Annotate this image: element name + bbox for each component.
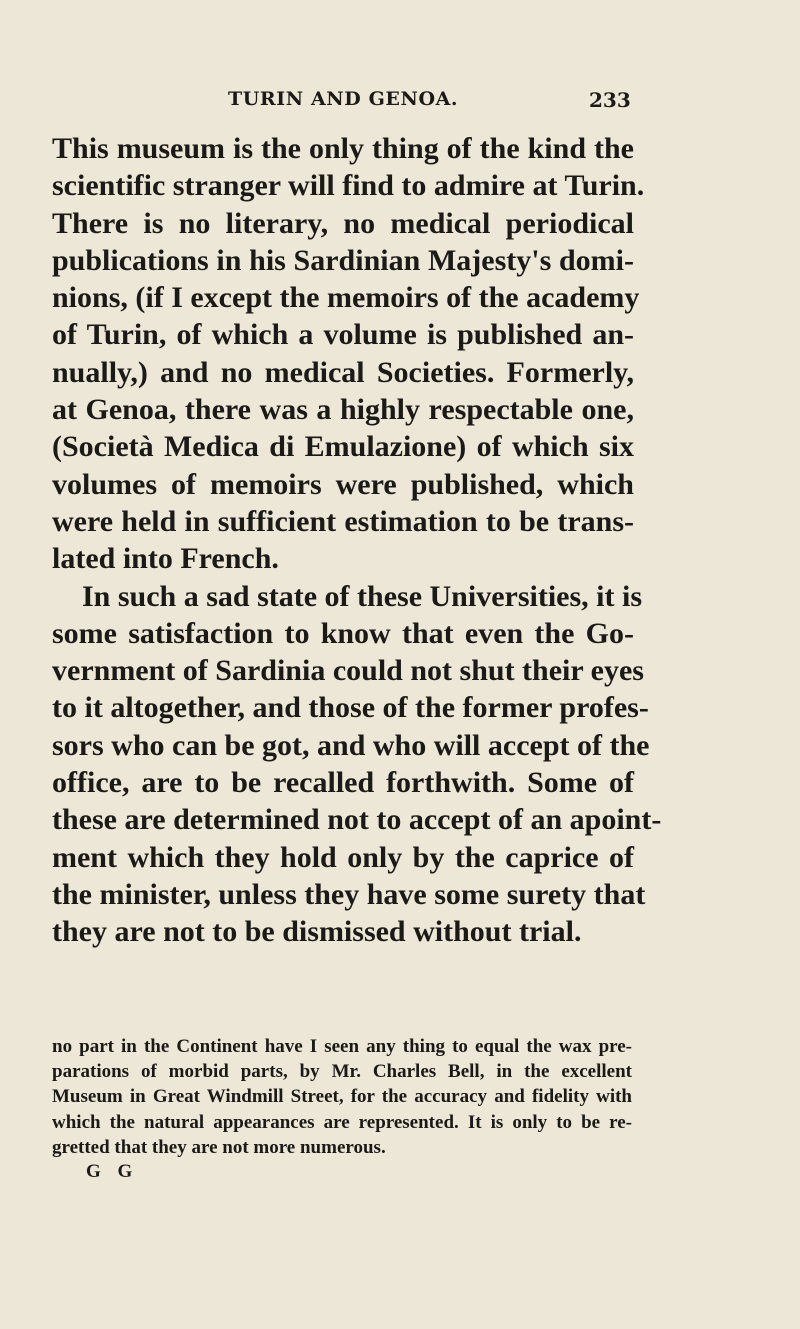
footnote-line: which the natural appearances are represented. It is only to be re- [52,1111,632,1133]
body-line: sors who can be got, and who will accept of the [52,728,650,762]
body-line: nions, (if I except the memoirs of the academy [52,281,640,315]
body-line: ment which they hold only by the caprice of [52,840,634,874]
body-text [52,130,662,951]
body-line: some satisfaction to know that even the Go- [52,616,634,650]
body-line: This museum is the only thing of the kind the [52,132,634,165]
footnote-line: gretted that they are not more numerous. [52,1136,386,1158]
body-line: were held in sufficient estimation to be trans- [52,504,634,538]
body-line: nually,) and no medical Societies. Formerly, [52,355,634,389]
body-line: scientific stranger will find to admire at Turin. [52,169,645,203]
body-line: publications in his Sardinian Majesty's domi- [52,243,634,277]
body-line: at Genoa, there was a highly respectable one, [52,393,634,427]
footnote-line: Museum in Great Windmill Street, for the accuracy and fidelity with [52,1086,632,1108]
body-line: volumes of memoirs were published, which [52,467,634,501]
footnote [52,1034,632,1160]
body-line: the minister, unless they have some surety that [52,877,646,911]
body-line: these are determined not to accept of an apoint- [52,803,662,837]
running-head [0,88,800,118]
body-line: (Società Medica di Emulazione) of which six [52,430,634,464]
body-line: vernment of Sardinia could not shut their eyes [52,654,644,688]
footnote-line: parations of morbid parts, by Mr. Charles Bell, in the excellent [52,1061,632,1083]
page-number: 233 [589,88,631,112]
body-line: to it altogether, and those of the former profes- [52,691,649,725]
body-line: they are not to be dismissed without trial. [52,915,582,949]
footnote-line: no part in the Continent have I seen any thing to equal the wax pre- [52,1036,632,1057]
body-line: In such a sad state of these Universities, it is [82,579,642,613]
body-line: There is no literary, no medical periodical [52,206,634,240]
body-line: office, are to be recalled forthwith. Some of [52,766,634,800]
signature-mark: G G [86,1161,139,1182]
running-head-title: TURIN AND GENOA. [228,88,459,110]
body-line: of Turin, of which a volume is published an- [52,318,634,352]
body-line: lated into French. [52,542,279,576]
